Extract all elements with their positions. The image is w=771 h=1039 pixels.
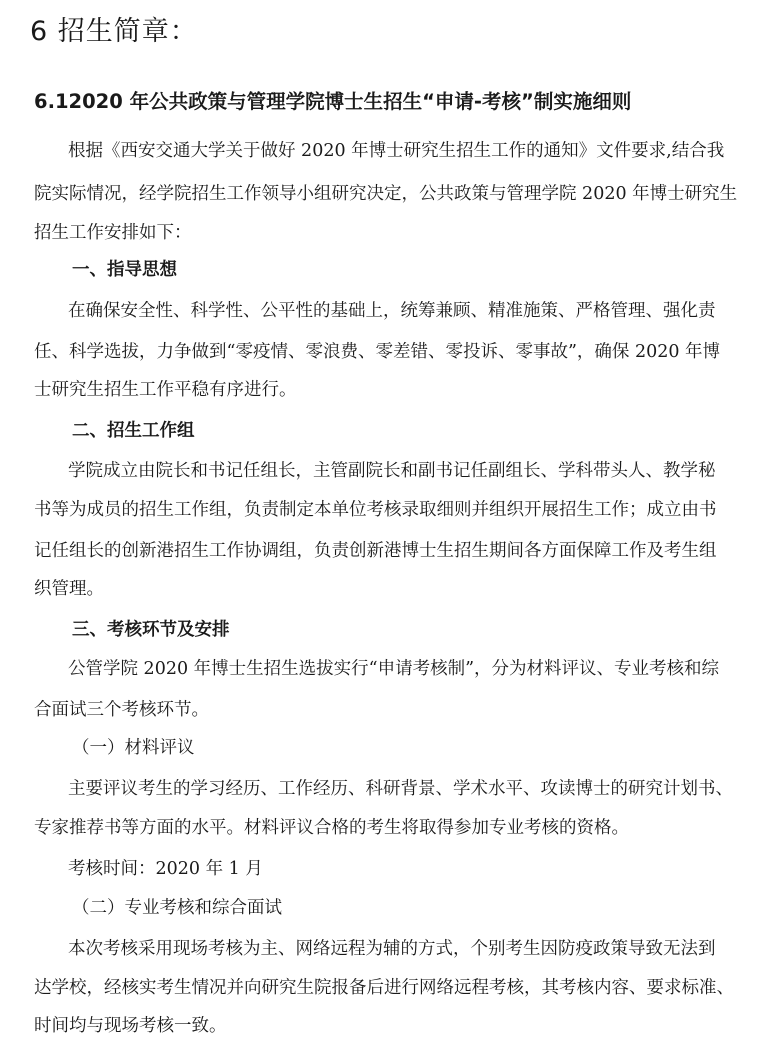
subheading-professional-interview: （二）专业考核和综合面试: [72, 898, 282, 918]
part1-line-2: 任、科学选拔，力争做到“零疫情、零浪费、零差错、零投诉、零事故”，确保 2020 年博: [34, 342, 721, 362]
heading-admissions-team: 二、招生工作组: [72, 421, 195, 441]
assessment-time: 考核时间：2020 年 1 月: [68, 859, 263, 879]
part1-line-1: 在确保安全性、科学性、公平性的基础上，统筹兼顾、精准施策、严格管理、强化责: [68, 301, 716, 321]
sub2-line-3: 时间均与现场考核一致。: [34, 1016, 227, 1036]
intro-line-3: 招生工作安排如下：: [34, 223, 192, 243]
sub2-line-2: 达学校，经核实考生情况并向研究生院报备后进行网络远程考核，其考核内容、要求标准、: [34, 978, 734, 998]
part3-line-1: 公管学院 2020 年博士生招生选拔实行“申请考核制”，分为材料评议、专业考核和综: [68, 659, 720, 679]
intro-line-2: 院实际情况，经学院招生工作领导小组研究决定，公共政策与管理学院 2020 年博士研究生: [34, 184, 738, 204]
part1-line-3: 士研究生招生工作平稳有序进行。: [34, 380, 297, 400]
part2-line-3: 记任组长的创新港招生工作协调组，负责创新港博士生招生期间各方面保障工作及考生组: [34, 541, 717, 561]
sub2-line-1: 本次考核采用现场考核为主、网络远程为辅的方式，个别考生因防疫政策导致无法到: [68, 939, 716, 959]
heading-guiding-ideology: 一、指导思想: [72, 260, 177, 280]
part2-line-4: 织管理。: [34, 579, 104, 599]
chapter-title: 6 招生简章：: [30, 16, 198, 47]
part2-line-1: 学院成立由院长和书记任组长，主管副院长和副书记任副组长、学科带头人、教学秘: [68, 461, 716, 481]
section-title: 6.12020 年公共政策与管理学院博士生招生“申请-考核”制实施细则: [34, 90, 632, 113]
subheading-material-review: （一）材料评议: [72, 738, 195, 758]
heading-assessment-arrangement: 三、考核环节及安排: [72, 620, 230, 640]
part3-line-2: 合面试三个考核环节。: [34, 700, 209, 720]
sub1-line-1: 主要评议考生的学习经历、工作经历、科研背景、学术水平、攻读博士的研究计划书、: [68, 779, 733, 799]
part2-line-2: 书等为成员的招生工作组，负责制定本单位考核录取细则并组织开展招生工作；成立由书: [34, 500, 717, 520]
sub1-line-2: 专家推荐书等方面的水平。材料评议合格的考生将取得参加专业考核的资格。: [34, 818, 629, 838]
intro-line-1: 根据《西安交通大学关于做好 2020 年博士研究生招生工作的通知》文件要求,结合我: [68, 141, 725, 161]
